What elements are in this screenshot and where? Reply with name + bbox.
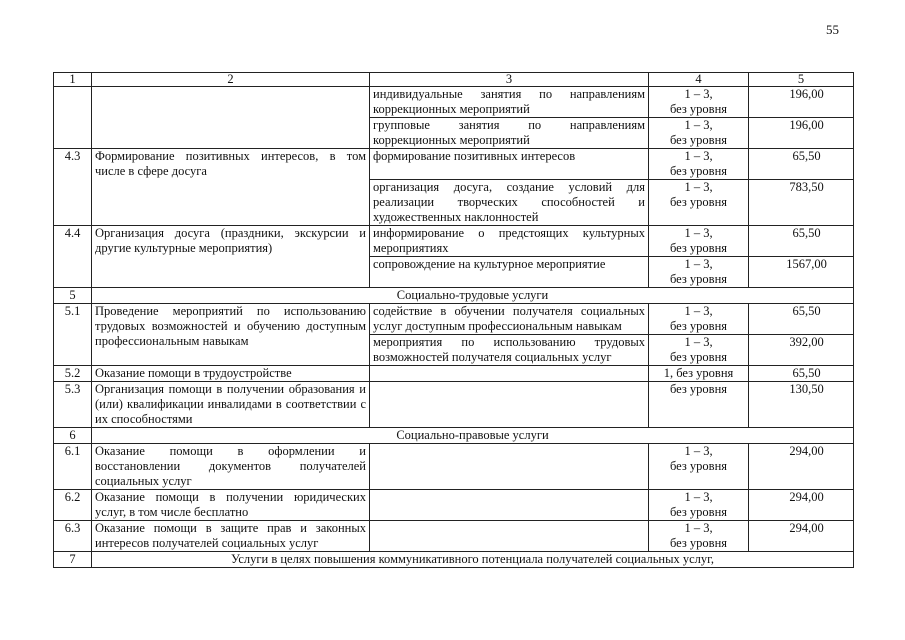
row-number: 6.3: [54, 521, 92, 552]
level: 1 – 3,: [684, 304, 713, 318]
table-row: [54, 366, 854, 382]
level-note: без уровня: [669, 241, 728, 255]
page-number: 55: [826, 22, 839, 37]
row-number: 5.1: [54, 304, 92, 366]
service-name: Оказание помощи в трудоустройстве: [92, 366, 370, 382]
level: 1 – 3,: [684, 87, 713, 101]
level-note: без уровня: [669, 459, 728, 473]
price: 65,50: [749, 226, 854, 257]
price: 294,00: [749, 521, 854, 552]
table-row: [54, 490, 854, 521]
col-header-2: 2: [92, 73, 370, 87]
table-row: [54, 521, 854, 552]
level-note: без уровня: [669, 195, 728, 209]
level-note: без уровня: [669, 350, 728, 364]
section-title: Социально-трудовые услуги: [92, 288, 854, 304]
section-title: Социально-правовые услуги: [92, 428, 854, 444]
level: 1 – 3,: [684, 521, 713, 535]
price: 783,50: [749, 180, 854, 226]
row-number: 5.3: [54, 382, 92, 428]
row-number: 4.4: [54, 226, 92, 288]
section-number: 5: [54, 288, 92, 304]
row-number: 6.1: [54, 444, 92, 490]
level: без уровня: [649, 382, 749, 428]
price: 294,00: [749, 444, 854, 490]
section-row: [54, 288, 854, 304]
sub-service: формирование позитивных интересов: [370, 149, 649, 180]
col-header-4: 4: [649, 73, 749, 87]
price: 65,50: [749, 304, 854, 335]
column-number-row: [54, 73, 854, 87]
service-name: Организация помощи в получении образования и (или) квалификации инвалидами в соответствии с их способностями: [92, 382, 370, 428]
price: 196,00: [749, 87, 854, 118]
level: 1 – 3,: [684, 490, 713, 504]
level-note: без уровня: [669, 133, 728, 147]
level-note: без уровня: [669, 272, 728, 286]
table-row: [54, 149, 854, 180]
section-title: Услуги в целях повышения коммуникативного потенциала получателей социальных услуг,: [92, 552, 854, 568]
services-tariff-table: [53, 72, 854, 568]
row-number: 6.2: [54, 490, 92, 521]
service-name: Формирование позитивных интересов, в том числе в сфере досуга: [92, 149, 370, 226]
level: 1 – 3,: [684, 226, 713, 240]
price: 65,50: [749, 149, 854, 180]
col-header-5: 5: [749, 73, 854, 87]
price: 65,50: [749, 366, 854, 382]
section-row: [54, 552, 854, 568]
price: 1567,00: [749, 257, 854, 288]
level-note: без уровня: [669, 319, 728, 333]
sub-service: содействие в обучении получателя социальных услуг доступным профессиональным навыкам: [370, 304, 649, 335]
table-row: [54, 226, 854, 257]
price: 130,50: [749, 382, 854, 428]
row-number: 4.3: [54, 149, 92, 226]
sub-service: мероприятия по использованию трудовых возможностей получателя социальных услуг: [370, 335, 649, 366]
price: 294,00: [749, 490, 854, 521]
sub-service: индивидуальные занятия по направлениям коррекционных мероприятий: [370, 87, 649, 118]
service-name: Оказание помощи в оформлении и восстановлении документов получателей социальных услуг: [92, 444, 370, 490]
sub-service: сопровождение на культурное мероприятие: [370, 257, 649, 288]
level-note: без уровня: [669, 505, 728, 519]
table-row: [54, 304, 854, 335]
row-number: 5.2: [54, 366, 92, 382]
table-row: [54, 382, 854, 428]
level: 1 – 3,: [684, 149, 713, 163]
level: 1 – 3,: [684, 444, 713, 458]
level: 1, без уровня: [649, 366, 749, 382]
section-row: [54, 428, 854, 444]
col-header-3: 3: [370, 73, 649, 87]
level-note: без уровня: [669, 164, 728, 178]
table-row: [54, 87, 854, 118]
section-number: 7: [54, 552, 92, 568]
section-number: 6: [54, 428, 92, 444]
price: 196,00: [749, 118, 854, 149]
level: 1 – 3,: [684, 257, 713, 271]
level: 1 – 3,: [684, 335, 713, 349]
service-name: Организация досуга (праздники, экскурсии и другие культурные мероприятия): [92, 226, 370, 288]
col-header-1: 1: [54, 73, 92, 87]
table-row: [54, 444, 854, 490]
level-note: без уровня: [669, 102, 728, 116]
service-name: Оказание помощи в защите прав и законных интересов получателей социальных услуг: [92, 521, 370, 552]
sub-service: организация досуга, создание условий для реализации творческих способностей и художественных наклонностей: [370, 180, 649, 226]
service-name: Оказание помощи в получении юридических услуг, в том числе бесплатно: [92, 490, 370, 521]
price: 392,00: [749, 335, 854, 366]
sub-service: информирование о предстоящих культурных мероприятиях: [370, 226, 649, 257]
sub-service: групповые занятия по направлениям коррекционных мероприятий: [370, 118, 649, 149]
level: 1 – 3,: [684, 118, 713, 132]
level: 1 – 3,: [684, 180, 713, 194]
service-name: Проведение мероприятий по использованию трудовых возможностей и обучению доступным профессиональным навыкам: [92, 304, 370, 366]
level-note: без уровня: [669, 536, 728, 550]
